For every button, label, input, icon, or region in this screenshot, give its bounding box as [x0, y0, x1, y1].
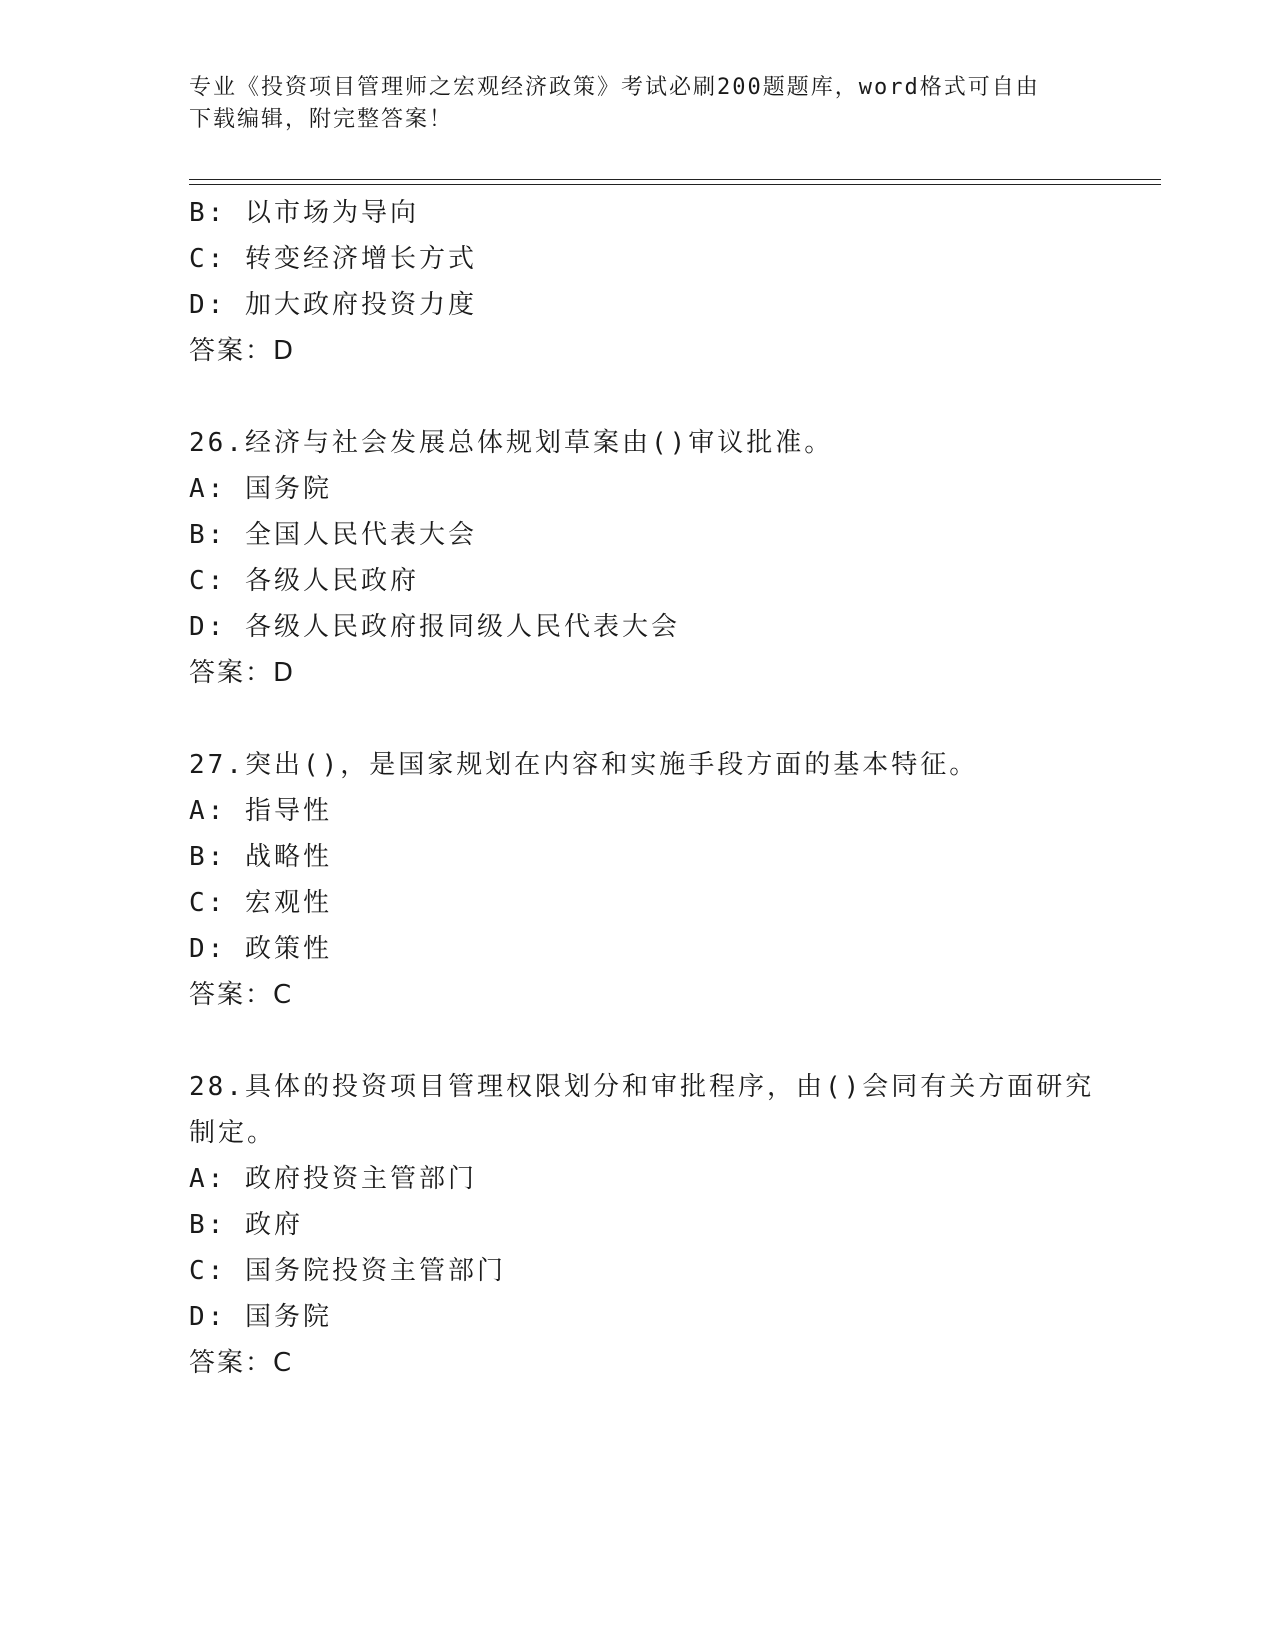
answer-label: 答案：C [189, 1348, 294, 1378]
question-block-partial [189, 190, 1109, 374]
question-block-26 [189, 420, 1109, 696]
question-spacer [189, 374, 1109, 420]
option-a: A: 政府投资主管部门 [189, 1164, 477, 1194]
option-a: A: 国务院 [189, 474, 332, 504]
option-c: C: 国务院投资主管部门 [189, 1256, 506, 1286]
answer-label: 答案：D [189, 658, 296, 688]
header-title-line-1: 专业《投资项目管理师之宏观经济政策》考试必刷200题题库，word格式可自由 [189, 75, 1040, 100]
question-stem-line-2: 制定。 [189, 1118, 277, 1148]
question-spacer [189, 696, 1109, 742]
question-block-27 [189, 742, 1109, 1018]
option-d: D: 政策性 [189, 934, 332, 964]
option-a: A: 指导性 [189, 796, 332, 826]
question-block-28 [189, 1064, 1109, 1386]
option-d: D: 各级人民政府报同级人民代表大会 [189, 612, 680, 642]
option-b: B: 全国人民代表大会 [189, 520, 477, 550]
question-spacer [189, 1018, 1109, 1064]
option-b: B: 政府 [189, 1210, 303, 1240]
option-c: C: 各级人民政府 [189, 566, 419, 596]
header-divider-top [189, 179, 1161, 180]
option-d: D: 加大政府投资力度 [189, 290, 477, 320]
option-c: C: 宏观性 [189, 888, 332, 918]
document-header [189, 72, 1089, 136]
option-b: B: 以市场为导向 [189, 198, 419, 228]
header-divider-bottom [189, 184, 1161, 185]
answer-label: 答案：C [189, 980, 294, 1010]
question-stem-line-1: 28.具体的投资项目管理权限划分和审批程序，由()会同有关方面研究 [189, 1072, 1095, 1102]
option-b: B: 战略性 [189, 842, 332, 872]
header-title-line-2: 下载编辑，附完整答案！ [189, 107, 454, 132]
question-list [189, 190, 1109, 1386]
option-d: D: 国务院 [189, 1302, 332, 1332]
question-stem: 26.经济与社会发展总体规划草案由()审议批准。 [189, 428, 834, 458]
answer-label: 答案：D [189, 336, 296, 366]
option-c: C: 转变经济增长方式 [189, 244, 477, 274]
question-stem: 27.突出()，是国家规划在内容和实施手段方面的基本特征。 [189, 750, 979, 780]
